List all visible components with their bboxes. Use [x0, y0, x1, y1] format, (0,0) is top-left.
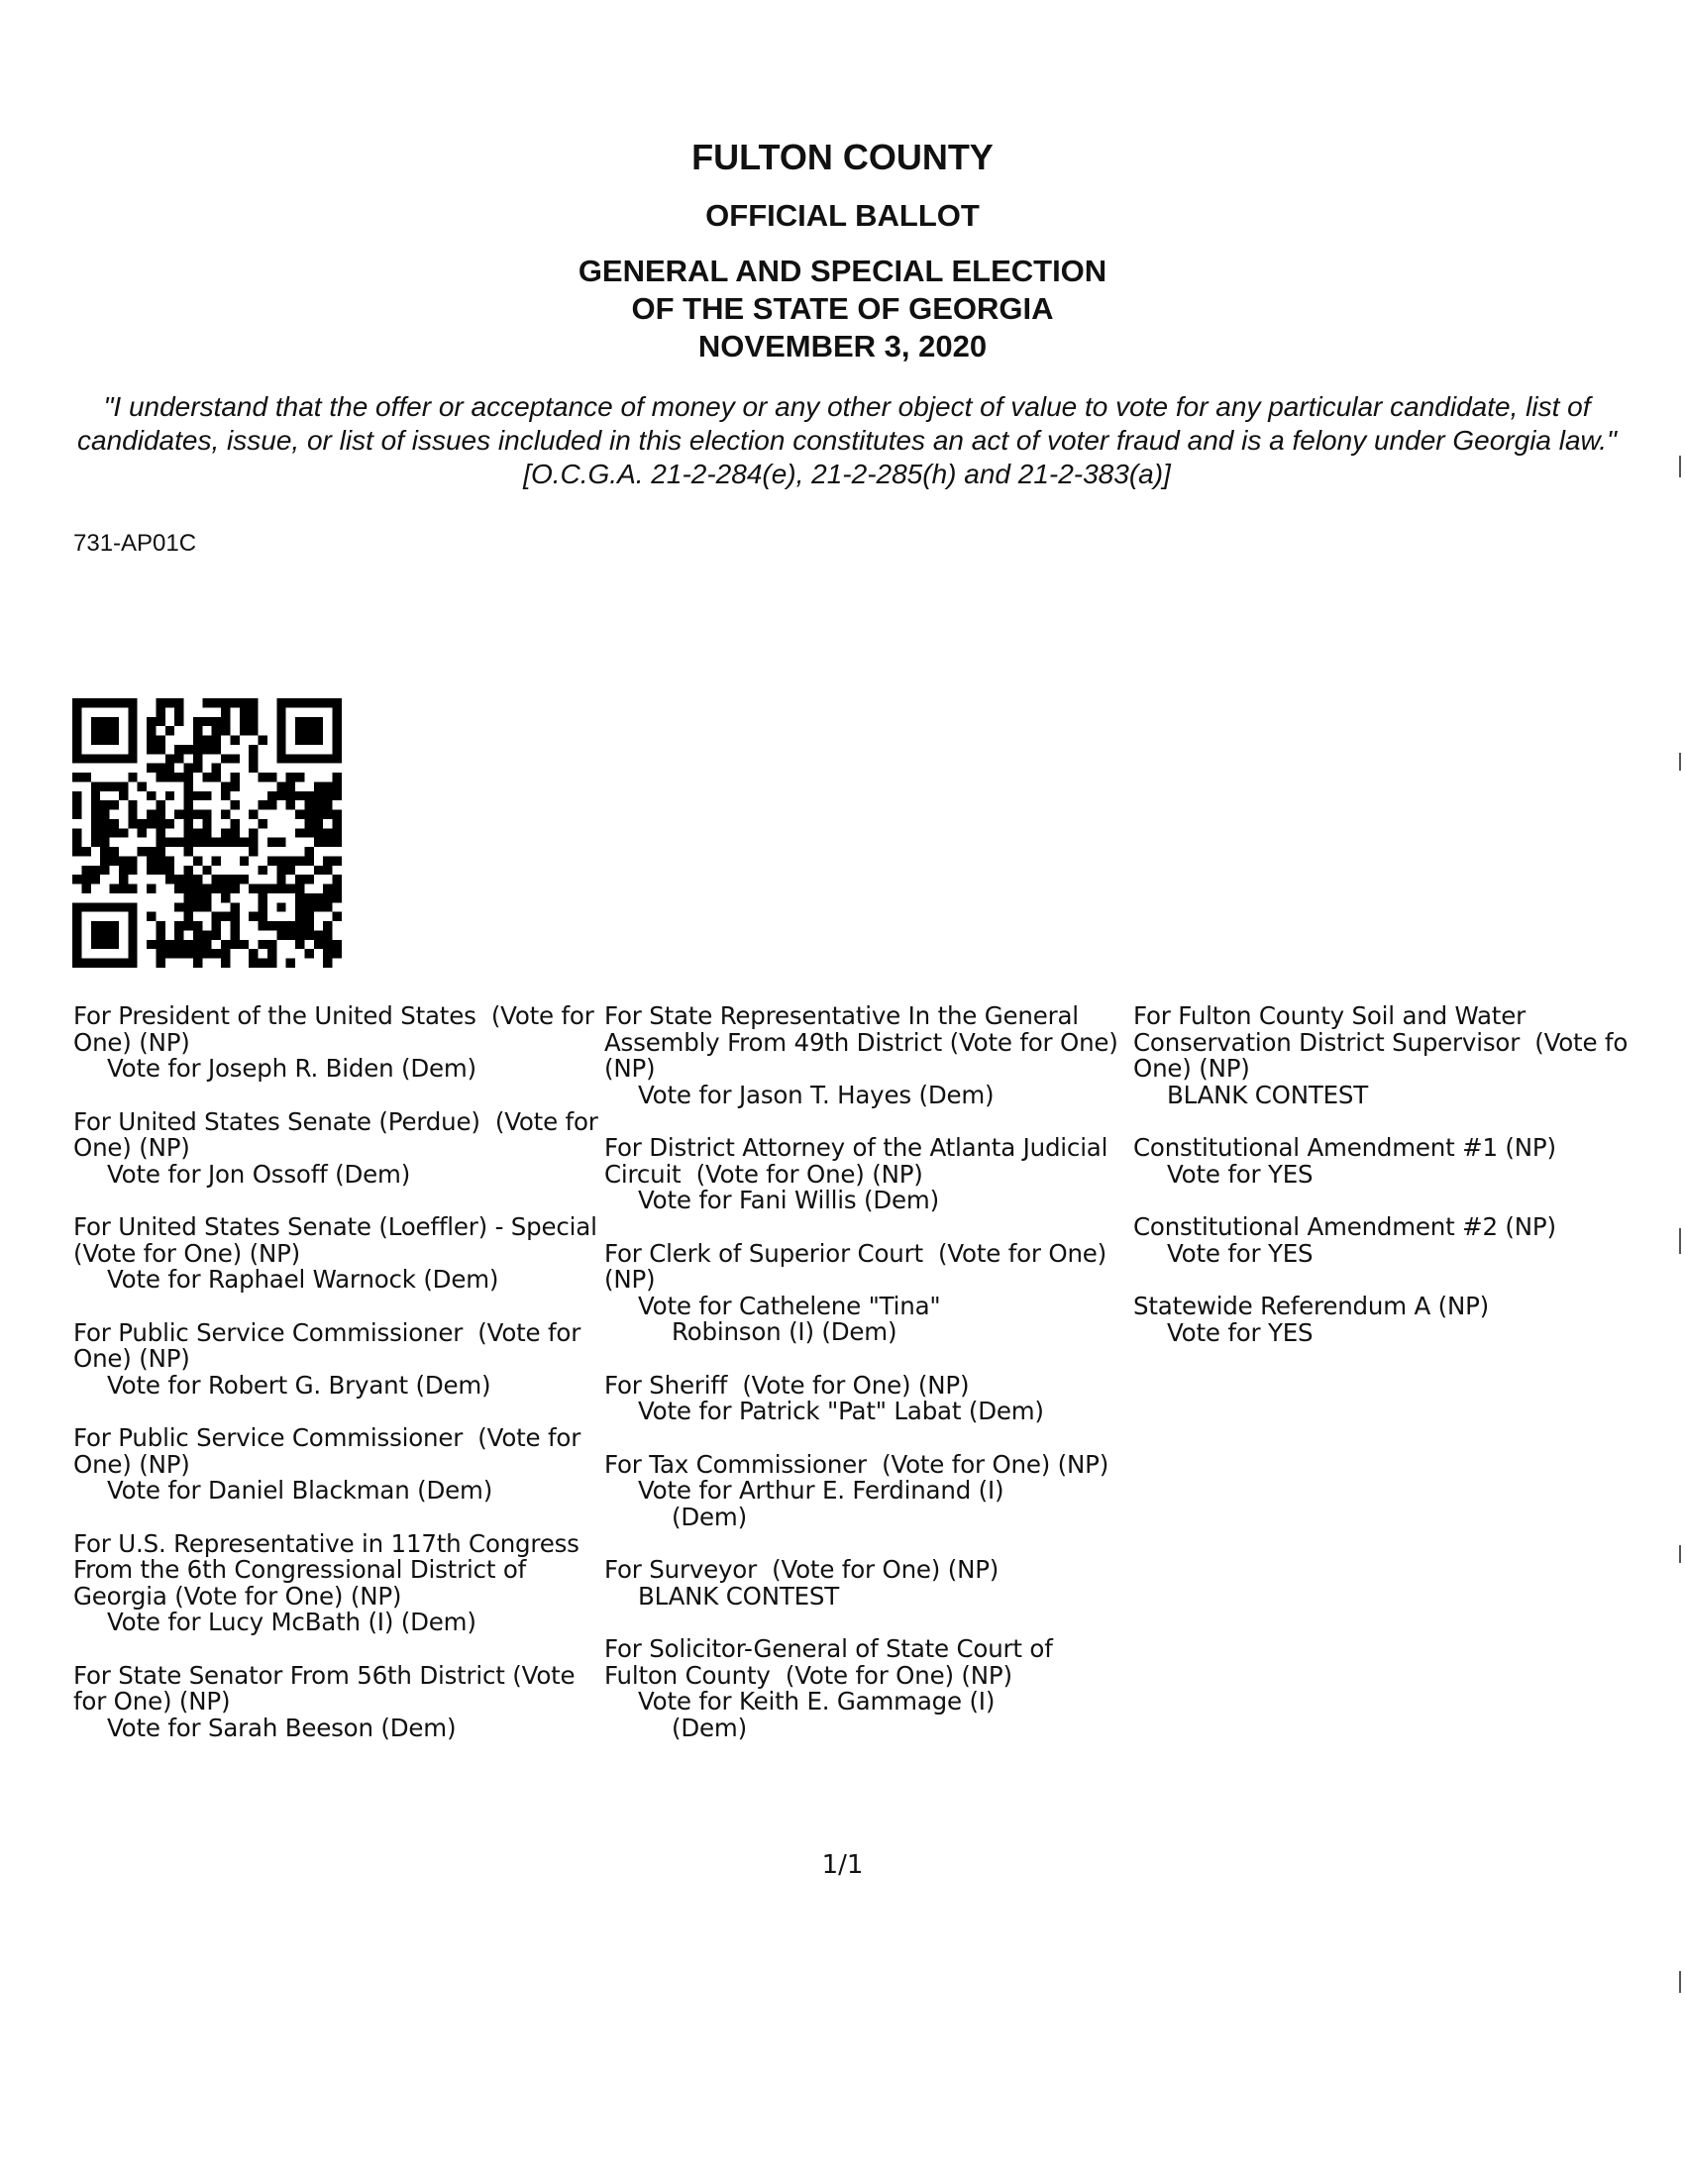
selection-text: Vote for Cathelene "Tina": [638, 1291, 941, 1320]
contest-title: For Solicitor-General of State Court of Fulton County (Vote for One) (NP): [604, 1634, 1061, 1690]
ballot-contest: [73, 1660, 598, 1742]
contest-title: Constitutional Amendment #2 (NP): [1133, 1212, 1556, 1241]
ballot-contest: [73, 1528, 598, 1636]
scan-margin-mark: [1679, 1971, 1681, 1993]
ballot-contest: [1133, 1294, 1673, 1346]
ballot-contest: [604, 1370, 1129, 1425]
selection-text: Vote for Joseph R. Biden (Dem): [107, 1054, 476, 1083]
selection-text: Vote for Fani Willis (Dem): [638, 1186, 939, 1214]
contest-selection: [1133, 1317, 1673, 1347]
qr-code: [72, 698, 342, 968]
election-date: NOVEMBER 3, 2020: [697, 329, 988, 364]
voter-fraud-notice: "I understand that the offer or acceptance of money or any other object of value to vote for any particular candidate, list of candidates, issue, or list of issues included in this election constitutes an act of voter fraud and is a felony under Georgia law." [O.C.G.A. 21-2-284(e), 21-2-285(h) and 21-2-383(a)]: [77, 391, 1617, 489]
selection-text: Vote for YES: [1167, 1238, 1314, 1268]
page-number: 1/1: [821, 1850, 864, 1880]
contest-title: For District Attorney of the Atlanta Judicial Circuit (Vote for One) (NP): [604, 1133, 1115, 1189]
contest-selection: [73, 1370, 598, 1400]
selection-text: Vote for Sarah Beeson (Dem): [107, 1713, 457, 1742]
contest-selection: [73, 1159, 598, 1189]
selection-text: Vote for Lucy McBath (I) (Dem): [107, 1608, 476, 1636]
contest-selection: [1133, 1159, 1673, 1189]
ballot-contest: [73, 1106, 606, 1189]
scan-margin-mark: [1679, 753, 1681, 771]
county-title: FULTON COUNTY: [691, 137, 994, 177]
contest-selection: [604, 1478, 1129, 1530]
scan-margin-mark: [1679, 1545, 1681, 1563]
ballot-contest: [604, 1003, 1129, 1108]
contest-title: For United States Senate (Perdue) (Vote for One) (NP): [73, 1106, 606, 1162]
contest-title: For Sheriff (Vote for One) (NP): [604, 1370, 970, 1400]
selection-text: BLANK CONTEST: [638, 1581, 840, 1611]
contest-selection: [1133, 1238, 1673, 1268]
election-heading: [0, 253, 1685, 365]
contest-title: For Public Service Commissioner (Vote for One) (NP): [73, 1423, 588, 1479]
ballot-style-code: 731-AP01C: [73, 530, 197, 557]
contest-title: For State Senator From 56th District (Vote for One) (NP): [73, 1660, 582, 1716]
ballot-contest: [604, 1238, 1129, 1346]
ballot-contest: [604, 1135, 1129, 1214]
contest-selection: [604, 1080, 1129, 1109]
selection-text: Vote for Arthur E. Ferdinand (I): [638, 1476, 1004, 1505]
contest-title: Statewide Referendum A (NP): [1133, 1292, 1490, 1320]
selection-text: Vote for Robert G. Bryant (Dem): [107, 1370, 491, 1400]
contest-title: For United States Senate (Loeffler) - Special (Vote for One) (NP): [73, 1212, 612, 1268]
contest-title: For U.S. Representative in 117th Congress From the 6th Congressional District of Georgia (Vote for One) (NP): [73, 1528, 587, 1611]
selection-text: Vote for Keith E. Gammage (I): [638, 1687, 996, 1716]
ballot-title: OFFICIAL BALLOT: [705, 198, 980, 233]
selection-text: Vote for YES: [1167, 1159, 1314, 1189]
ballot-contest: [73, 1001, 602, 1083]
contest-selection: [73, 1713, 598, 1742]
selection-text-continued: Robinson (I) (Dem): [672, 1317, 897, 1346]
contest-title: For Surveyor (Vote for One) (NP): [604, 1555, 1000, 1584]
ballot-contest: [73, 1212, 612, 1294]
ballot-contest: [1133, 1135, 1673, 1188]
ballot-contest: [604, 1557, 1129, 1610]
contest-column-1: [73, 1001, 612, 1768]
selection-text: Vote for Jason T. Hayes (Dem): [638, 1080, 995, 1109]
contest-title: For President of the United States (Vote for One) (NP): [73, 1001, 602, 1057]
contest-selection: [1133, 1080, 1673, 1109]
election-line-2: OF THE STATE OF GEORGIA: [631, 291, 1054, 326]
ballot-contest: [73, 1425, 598, 1505]
election-line-1: GENERAL AND SPECIAL ELECTION: [578, 254, 1107, 288]
selection-text: BLANK CONTEST: [1167, 1080, 1369, 1109]
selection-text: Vote for Raphael Warnock (Dem): [107, 1265, 499, 1294]
selection-text: Vote for Jon Ossoff (Dem): [107, 1159, 411, 1189]
contest-selection: [604, 1581, 1129, 1611]
contest-selection: [73, 1478, 598, 1505]
contest-column-3: [1133, 1003, 1673, 1373]
scan-margin-mark: [1679, 456, 1681, 477]
contest-selection: [604, 1399, 1129, 1425]
ballot-contest: [1133, 1003, 1673, 1108]
contest-title: Constitutional Amendment #1 (NP): [1133, 1133, 1556, 1162]
contest-column-2: [604, 1003, 1129, 1768]
ballot-contest: [73, 1317, 598, 1400]
contest-selection: [604, 1291, 1129, 1346]
contest-selection: [73, 1267, 598, 1294]
contest-title: For Clerk of Superior Court (Vote for One) (NP): [604, 1238, 1114, 1294]
selection-text-continued: (Dem): [672, 1502, 747, 1531]
contest-selection: [604, 1689, 1129, 1741]
contest-selection: [73, 1610, 598, 1636]
contest-title: For State Representative In the General Assembly From 49th District (Vote for One) (NP): [604, 1001, 1126, 1083]
selection-text: Vote for Daniel Blackman (Dem): [107, 1476, 493, 1505]
scan-margin-mark: [1679, 1228, 1681, 1254]
contest-title: For Public Service Commissioner (Vote for One) (NP): [73, 1317, 588, 1373]
ballot-contest: [604, 1449, 1129, 1531]
selection-text: Vote for YES: [1167, 1317, 1314, 1347]
contest-selection: [604, 1188, 1129, 1214]
contest-selection: [73, 1056, 598, 1083]
ballot-contest: [604, 1636, 1129, 1741]
contest-title: For Fulton County Soil and Water Conservation District Supervisor (Vote fo One) (NP): [1133, 1001, 1635, 1083]
selection-text-continued: (Dem): [672, 1713, 747, 1742]
selection-text: Vote for Patrick "Pat" Labat (Dem): [638, 1397, 1044, 1425]
ballot-contest: [1133, 1214, 1673, 1267]
contest-title: For Tax Commissioner (Vote for One) (NP): [604, 1449, 1109, 1479]
